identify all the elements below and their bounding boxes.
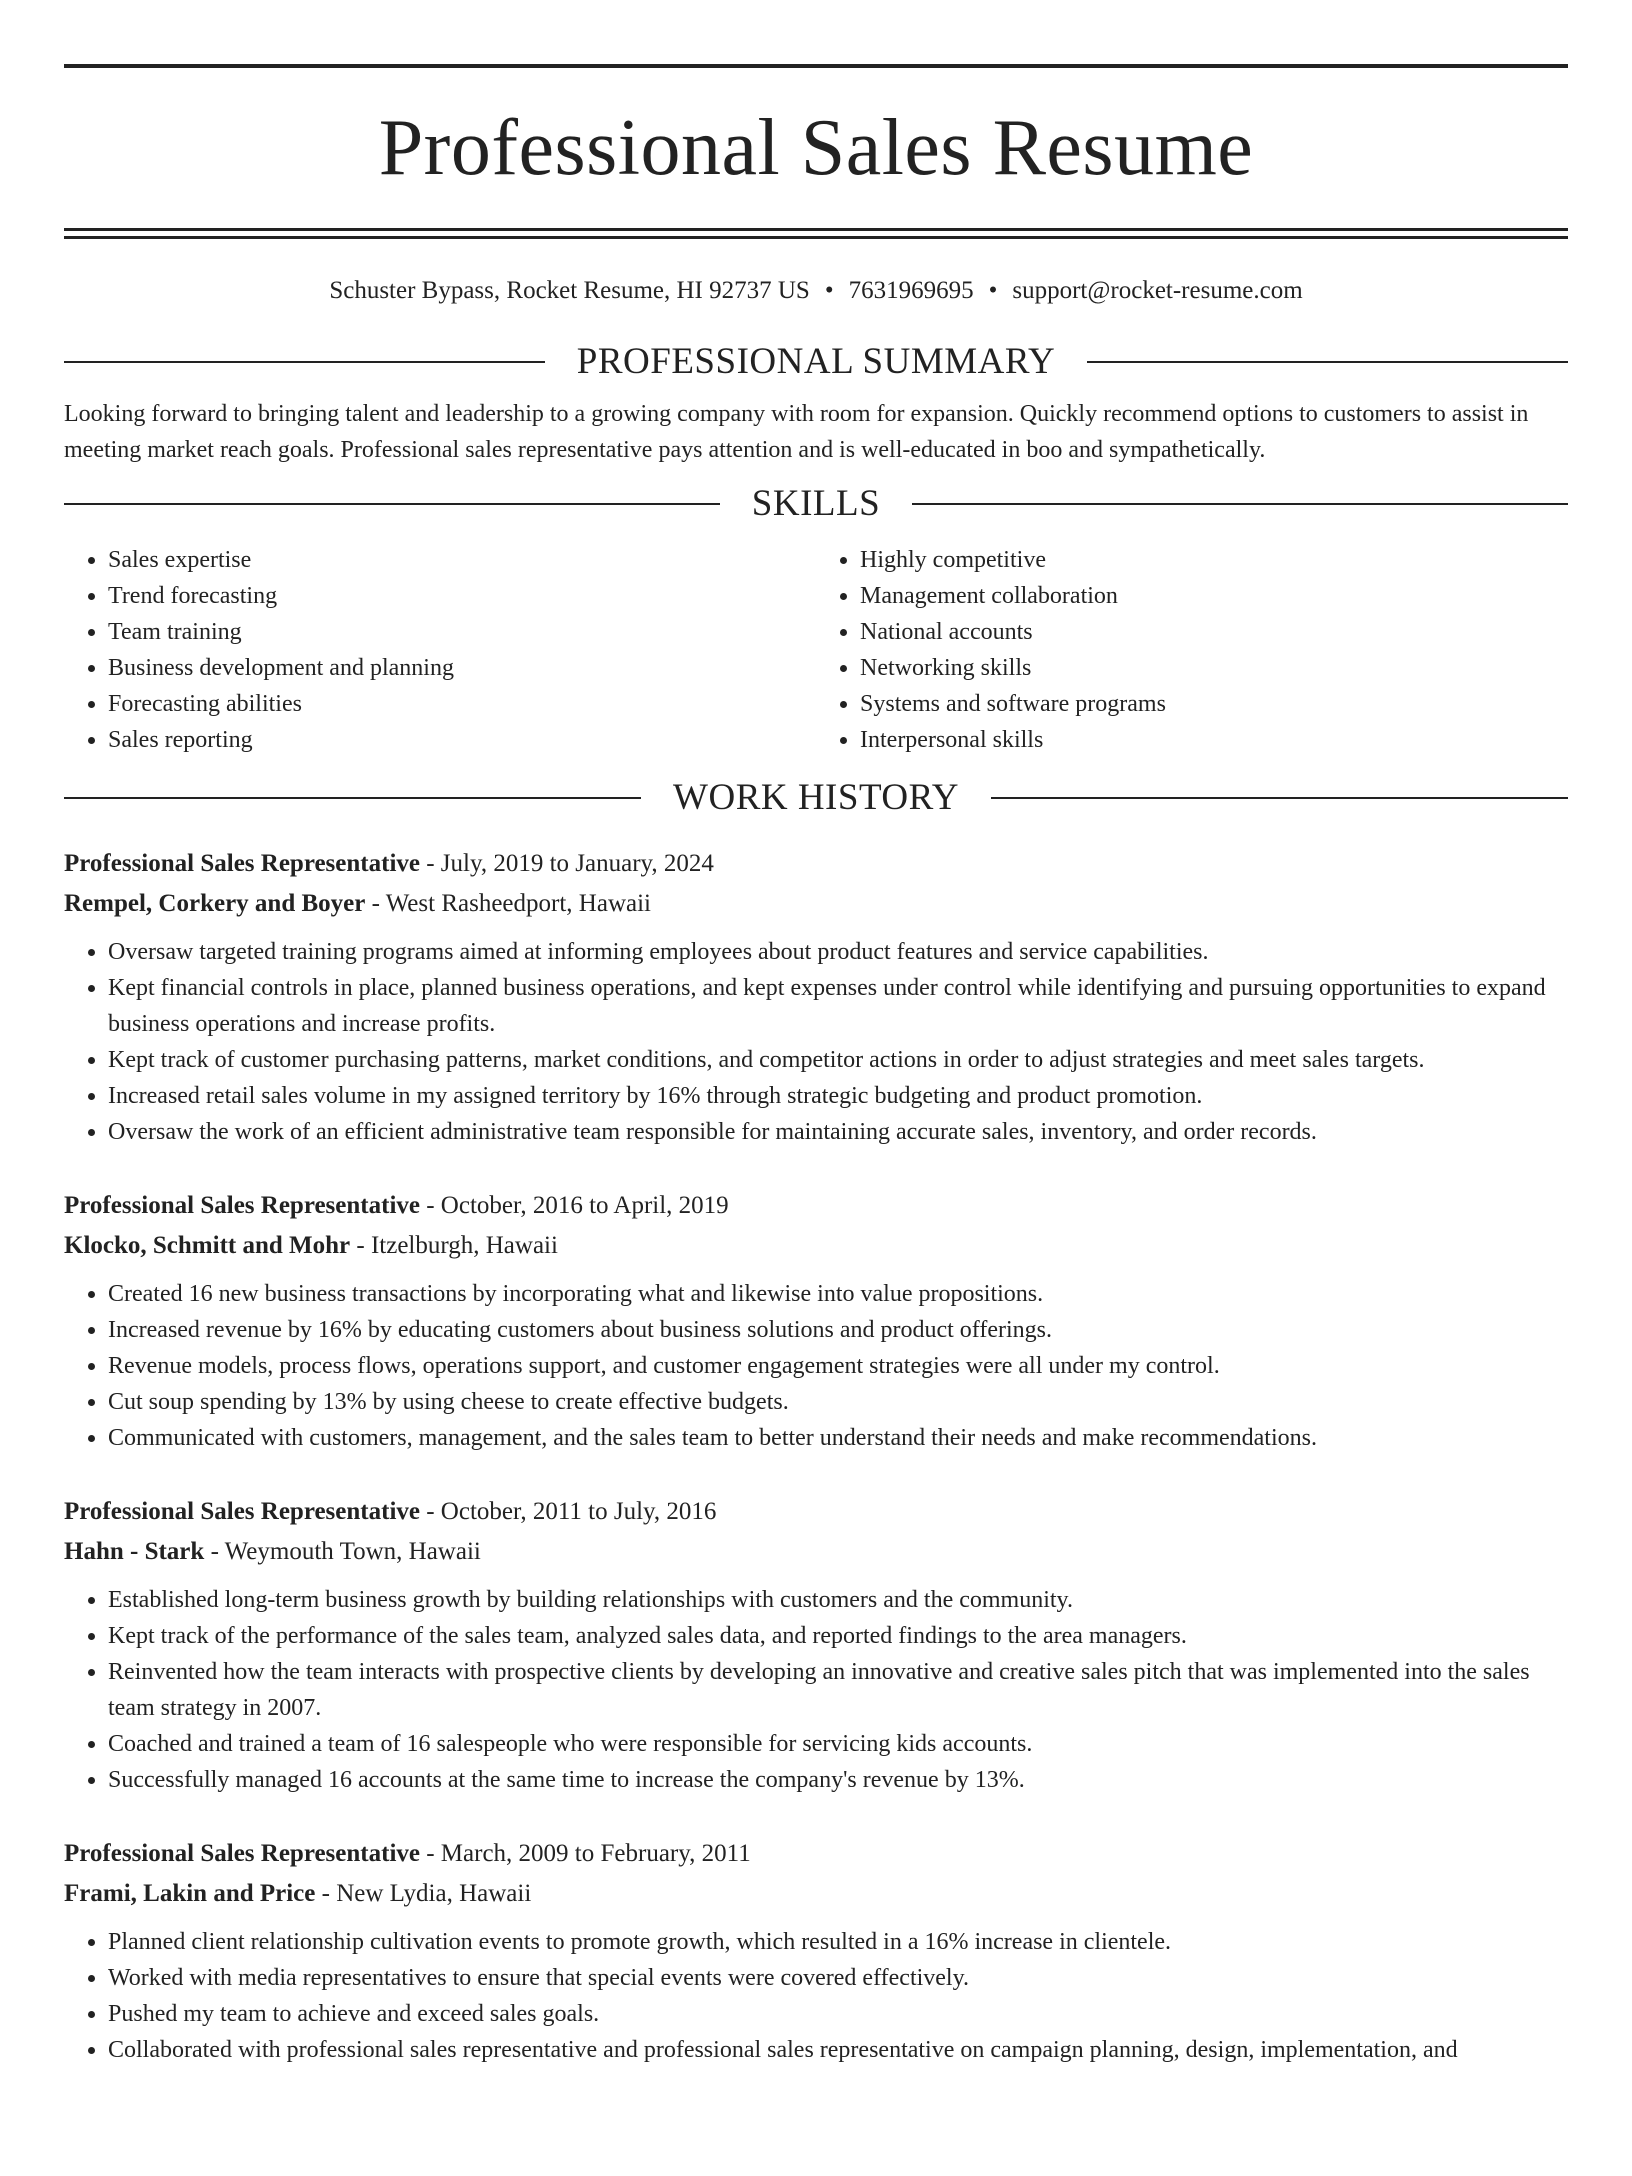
work-heading: WORK HISTORY: [673, 777, 959, 818]
contact-phone: 7631969695: [848, 277, 974, 304]
job-bullets: [64, 934, 1568, 1150]
resume-title: Professional Sales Resume: [378, 104, 1254, 192]
job-company: Klocko, Schmitt and Mohr: [64, 1232, 351, 1259]
skills-columns: [64, 542, 1568, 758]
job-title: Professional Sales Representative: [64, 850, 420, 877]
skill-item: • Networking skills: [860, 650, 1568, 686]
job-company-line: [64, 884, 1568, 924]
job-company-line: [64, 1226, 1568, 1266]
job-bullets: [64, 1924, 1568, 2068]
job-bullet: • Increased retail sales volume in my assigned territory by 16% through strategic budgeting and product promotion.: [108, 1078, 1568, 1114]
skills-list-right: [816, 542, 1568, 758]
job-bullet: • Oversaw targeted training programs aimed at informing employees about product features and service capabilities.: [108, 934, 1568, 970]
job-location: - New Lydia, Hawaii: [315, 1880, 532, 1907]
skill-item: • Management collaboration: [860, 578, 1568, 614]
contact-separator: •: [988, 277, 998, 304]
summary-heading: PROFESSIONAL SUMMARY: [576, 341, 1056, 382]
resume-page: [0, 64, 1632, 2176]
skill-item: • Trend forecasting: [108, 578, 816, 614]
job-bullet: • Communicated with customers, management, and the sales team to better understand their needs and make recommendations.: [108, 1420, 1568, 1456]
job-company: Hahn - Stark: [64, 1538, 205, 1565]
contact-address: Schuster Bypass, Rocket Resume, HI 92737 US: [329, 277, 810, 304]
heading-rule-left: [64, 503, 720, 505]
skills-section-heading: [64, 480, 1568, 528]
job-company-line: [64, 1532, 1568, 1572]
job-entry: [64, 844, 1568, 1150]
contact-separator: •: [824, 277, 834, 304]
job-dates: - March, 2009 to February, 2011: [419, 1840, 751, 1867]
summary-section-heading: [64, 338, 1568, 386]
job-title: Professional Sales Representative: [64, 1192, 420, 1219]
job-bullets: [64, 1582, 1568, 1798]
job-company: Rempel, Corkery and Boyer: [64, 890, 366, 917]
job-bullet: • Increased revenue by 16% by educating customers about business solutions and product offerings.: [108, 1312, 1568, 1348]
skill-item: • Sales expertise: [108, 542, 816, 578]
job-title-line: [64, 1186, 1568, 1226]
job-bullet: • Kept financial controls in place, planned business operations, and kept expenses under control while identifying and pursuing opportunities to expand business operations and increase profits.: [108, 970, 1568, 1042]
top-rule: [64, 64, 1568, 68]
job-dates: - October, 2011 to July, 2016: [419, 1498, 717, 1525]
job-company: Frami, Lakin and Price: [64, 1880, 316, 1907]
job-bullet: • Oversaw the work of an efficient administrative team responsible for maintaining accurate sales, inventory, and order records.: [108, 1114, 1568, 1150]
heading-rule-right: [991, 797, 1568, 799]
skill-item: • Forecasting abilities: [108, 686, 816, 722]
job-bullet: • Planned client relationship cultivation events to promote growth, which resulted in a 16% increase in clientele.: [108, 1924, 1568, 1960]
contact-email: support@rocket-resume.com: [1012, 277, 1303, 304]
job-title: Professional Sales Representative: [64, 1840, 420, 1867]
job-entry: [64, 1186, 1568, 1456]
job-bullet: • Reinvented how the team interacts with prospective clients by developing an innovative and creative sales pitch that was implemented into the sales team strategy in 2007.: [108, 1654, 1568, 1726]
job-title-line: [64, 1834, 1568, 1874]
job-title-line: [64, 1492, 1568, 1532]
job-bullet: • Established long-term business growth by building relationships with customers and the community.: [108, 1582, 1568, 1618]
job-bullet: • Created 16 new business transactions by incorporating what and likewise into value propositions.: [108, 1276, 1568, 1312]
skill-item: • Team training: [108, 614, 816, 650]
skills-list-left: [64, 542, 816, 758]
contact-line: [64, 274, 1568, 308]
job-location: - Itzelburgh, Hawaii: [350, 1232, 558, 1259]
job-title-line: [64, 844, 1568, 884]
skill-item: • Interpersonal skills: [860, 722, 1568, 758]
job-entry: [64, 1834, 1568, 2068]
job-location: - West Rasheedport, Hawaii: [365, 890, 651, 917]
heading-rule-right: [1087, 361, 1568, 363]
job-bullet: • Coached and trained a team of 16 salespeople who were responsible for servicing kids accounts.: [108, 1726, 1568, 1762]
skill-item: • Business development and planning: [108, 650, 816, 686]
job-bullet: • Kept track of the performance of the sales team, analyzed sales data, and reported findings to the area managers.: [108, 1618, 1568, 1654]
heading-rule-left: [64, 361, 545, 363]
job-bullets: [64, 1276, 1568, 1456]
heading-rule-left: [64, 797, 641, 799]
title-double-rule: [64, 228, 1568, 239]
job-bullet: • Successfully managed 16 accounts at the same time to increase the company's revenue by 13%.: [108, 1762, 1568, 1798]
job-bullet: • Collaborated with professional sales representative and professional sales representative on campaign planning, design, implementation, and: [108, 2032, 1568, 2068]
skill-item: • National accounts: [860, 614, 1568, 650]
skill-item: • Sales reporting: [108, 722, 816, 758]
job-dates: - July, 2019 to January, 2024: [419, 850, 714, 877]
skill-item: • Highly competitive: [860, 542, 1568, 578]
skill-item: • Systems and software programs: [860, 686, 1568, 722]
work-section-heading: [64, 774, 1568, 822]
job-bullet: • Worked with media representatives to ensure that special events were covered effectively.: [108, 1960, 1568, 1996]
job-bullet: • Revenue models, process flows, operations support, and customer engagement strategies were all under my control.: [108, 1348, 1568, 1384]
job-bullet: • Pushed my team to achieve and exceed sales goals.: [108, 1996, 1568, 2032]
job-bullet: • Kept track of customer purchasing patterns, market conditions, and competitor actions in order to adjust strategies and meet sales targets.: [108, 1042, 1568, 1078]
job-location: - Weymouth Town, Hawaii: [204, 1538, 481, 1565]
heading-rule-right: [912, 503, 1568, 505]
skills-heading: SKILLS: [751, 483, 881, 524]
job-company-line: [64, 1874, 1568, 1914]
job-entry: [64, 1492, 1568, 1798]
summary-text: Looking forward to bringing talent and leadership to a growing company with room for expansion. Quickly recommend options to customers to assist in meeting market reach goals. Professional sales representative pays attention and is well-educated in boo and sympathetically.: [64, 401, 1529, 463]
job-title: Professional Sales Representative: [64, 1498, 420, 1525]
job-bullet: • Cut soup spending by 13% by using cheese to create effective budgets.: [108, 1384, 1568, 1420]
job-dates: - October, 2016 to April, 2019: [419, 1192, 729, 1219]
